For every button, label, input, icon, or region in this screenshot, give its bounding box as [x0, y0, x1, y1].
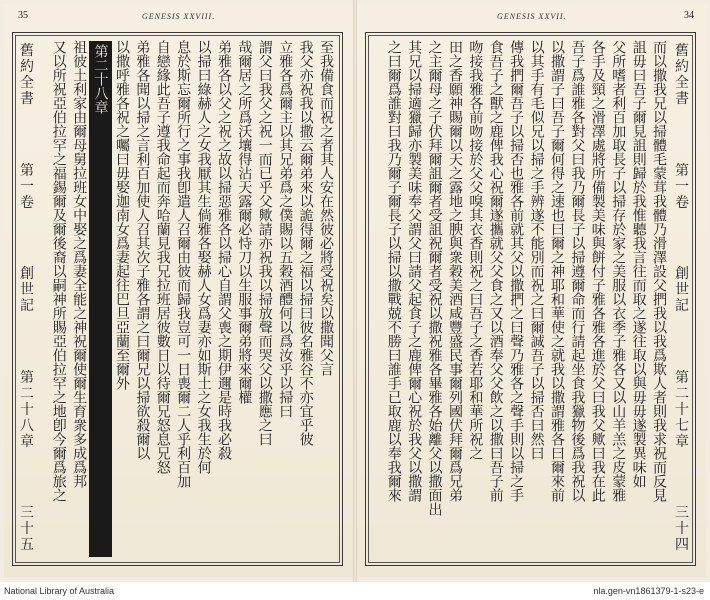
text-column: 各手及頸之滑澤處將所備製美味與餅付子雅各雅各進於父曰我父歟曰我在此	[589, 40, 606, 502]
margin-glyph: 舊	[20, 43, 34, 59]
text-column: 至我備食而祝之者其人安在然彼必將受祝矣以撒聞父言	[318, 40, 334, 376]
margin-glyph: 世	[675, 282, 689, 298]
margin-glyph: 第	[675, 369, 689, 386]
page-number-right: 34	[684, 10, 694, 21]
margin-glyph: 記	[675, 298, 689, 314]
text-column: 之主爾母之子伏拜爾詛爾者受詛祝爾者受祝以撒祝雅各畢雅各始離父以撒面出	[426, 40, 443, 516]
margin-column-left	[18, 44, 36, 554]
text-column: 之曰爾爲誰對曰我乃爾子爾長子以掃以撒戰兢不勝曰誰手已取鹿以奉我爾來	[385, 40, 402, 502]
margin-glyph: 七	[675, 417, 689, 434]
margin-title	[20, 44, 34, 108]
library-credit: National Library of Australia	[4, 586, 115, 596]
margin-glyph: 第	[675, 162, 689, 179]
margin-page-number	[20, 506, 34, 554]
body-text-left	[40, 40, 336, 558]
margin-chapter	[675, 371, 689, 451]
margin-volume	[20, 164, 34, 212]
margin-volume	[675, 164, 689, 212]
text-column: 傳我捫爾吾子以掃否也雅各前就其父以撒捫之曰聲乃雅各之聲手則以掃之手	[508, 40, 525, 502]
margin-title	[675, 44, 689, 108]
margin-chapter	[20, 371, 34, 451]
text-column: 弟雅各以父之祝之故以掃惡雅各以掃心自謂父喪之期伊邇是時我必殺	[215, 40, 232, 460]
margin-glyph: 一	[675, 178, 689, 195]
margin-glyph: 二	[675, 385, 689, 402]
margin-glyph: 八	[20, 417, 34, 434]
text-column: 立雅各爲爾主以其兄弟爲之僕賜以五穀酒醴何以爲汝乎以掃曰	[277, 40, 294, 418]
text-column: 田之香願神賜爾以天之露地之腴與衆穀美酒咸豐盛民事爾列國伏拜爾爲兄弟	[446, 40, 463, 502]
margin-page-number	[675, 506, 689, 554]
text-column: 自戀緣此吾子遵我命起而奔哈蘭見我兄拉班居彼數日以待爾兄怒息兄怒	[154, 40, 171, 474]
margin-column-right	[673, 44, 691, 554]
margin-glyph: 全	[20, 75, 34, 91]
scan-footer	[0, 582, 710, 600]
text-column: 以撒呼雅各祝之囑曰毋娶迦南女爲妻起往巴旦亞蘭至爾外	[113, 40, 130, 390]
margin-glyph: 書	[675, 91, 689, 107]
margin-glyph: 三	[675, 505, 689, 521]
text-column: 祖彼土利家由爾母舅拉班女中娶之爲妻全能之神祝爾使爾生育衆多成爲邦	[71, 40, 88, 488]
margin-glyph: 全	[675, 75, 689, 91]
margin-glyph: 第	[20, 369, 34, 386]
margin-glyph: 約	[20, 59, 34, 75]
body-text-right	[373, 40, 669, 558]
margin-glyph: 四	[675, 537, 689, 553]
text-column: 以掃曰綠赫人之女我厭其生倘雅各娶赫人女爲妻亦如斯土之女我生於何	[195, 40, 212, 474]
text-column: 息於斯忘爾所行之事我卽遣人召爾由彼而歸我豈可一日喪爾二人乎利百加	[175, 40, 192, 488]
text-column: 又以所祝亞伯拉罕之福錫爾及爾後裔以嗣神所賜亞伯拉罕之地卽今爾爲旅之	[50, 40, 67, 502]
margin-book	[20, 267, 34, 315]
text-column: 弟雅各聞以掃之言利百加使人召其次子雅各謂之曰爾兄以掃欲殺爾以	[134, 40, 151, 460]
scan-identifier: nla.gen-vn1861379-1-s23-e	[593, 586, 704, 596]
text-column: 以其手有毛似兄以掃之手辨遂不能別而祝之曰爾誠吾子以掃否曰然曰	[528, 40, 545, 460]
right-page	[357, 4, 706, 578]
margin-glyph: 十	[675, 521, 689, 537]
margin-glyph: 卷	[675, 194, 689, 211]
margin-glyph: 卷	[20, 194, 34, 211]
text-column: 以撒謂子曰吾子爾何得之速也曰爾之神耶和華使之就我以撒謂雅各曰爾來前	[548, 40, 565, 502]
text-column: 我父亦祝我以撒云爾弟來以詭得爾之福以掃曰彼名雅谷不亦宜乎彼	[297, 40, 314, 446]
margin-glyph: 三	[20, 505, 34, 521]
margin-glyph: 約	[675, 59, 689, 75]
text-column: 詛毋曰吾子爾見詛則歸於我惟聽我言往而取之遂往取以與毋毋遂製異味如	[630, 40, 647, 488]
margin-glyph: 記	[20, 298, 34, 314]
text-column: 吾子爲誰雅各對父曰我乃爾長子以掃遵爾命而行請起坐食我獵物後爲我祝以	[569, 40, 586, 502]
running-head-right: GENESIS XXVII.	[497, 12, 567, 21]
margin-glyph: 第	[20, 162, 34, 179]
margin-glyph: 十	[675, 401, 689, 418]
margin-glyph: 二	[20, 385, 34, 402]
margin-glyph: 世	[20, 282, 34, 298]
text-column: 謂父曰我父之祝一而已乎父歟請亦祝我以掃放聲而哭父以撒應之曰	[256, 40, 273, 446]
margin-glyph: 舊	[675, 43, 689, 59]
margin-glyph: 章	[20, 433, 34, 450]
margin-glyph: 十	[20, 521, 34, 537]
text-column: 而以撒我兄以掃體毛蒙茸我體乃滑澤設父捫我以我爲欺人者則我求祝而反見	[651, 40, 667, 502]
margin-glyph: 章	[675, 433, 689, 450]
text-column: 食吾子之獸之鹿俾我心祝爾遂攜就父父食之又以酒奉父父飲之以撒曰吾子前	[487, 40, 504, 502]
margin-glyph: 書	[20, 91, 34, 107]
chapter-heading: 第二十八章	[89, 41, 111, 557]
margin-glyph: 創	[675, 266, 689, 282]
text-column: 哉爾居之所爲沃壤得沾天露爾必恃刀以生服事爾弟將來爾權	[236, 40, 253, 404]
page-number-left: 35	[18, 10, 28, 21]
margin-glyph: 十	[20, 401, 34, 418]
left-page	[4, 4, 353, 578]
running-head-left: GENESIS XXVIII.	[142, 12, 216, 21]
margin-glyph: 一	[20, 178, 34, 195]
text-column: 其兄以掃適獵歸亦製美味奉父謂父曰請父起食子之鹿俾爾心祝於我父以撒謂	[406, 40, 423, 502]
margin-glyph: 創	[20, 266, 34, 282]
margin-glyph: 五	[20, 537, 34, 553]
text-column: 吻接我雅各前吻接於父父嗅其衣香則祝之曰吾子之香若耶和華所祝之	[467, 40, 484, 460]
margin-book	[675, 267, 689, 315]
text-column: 父所嗜者利百加取長子以掃存於家之美服以衣季子雅各又以山羊羔之皮蒙雅	[610, 40, 627, 502]
